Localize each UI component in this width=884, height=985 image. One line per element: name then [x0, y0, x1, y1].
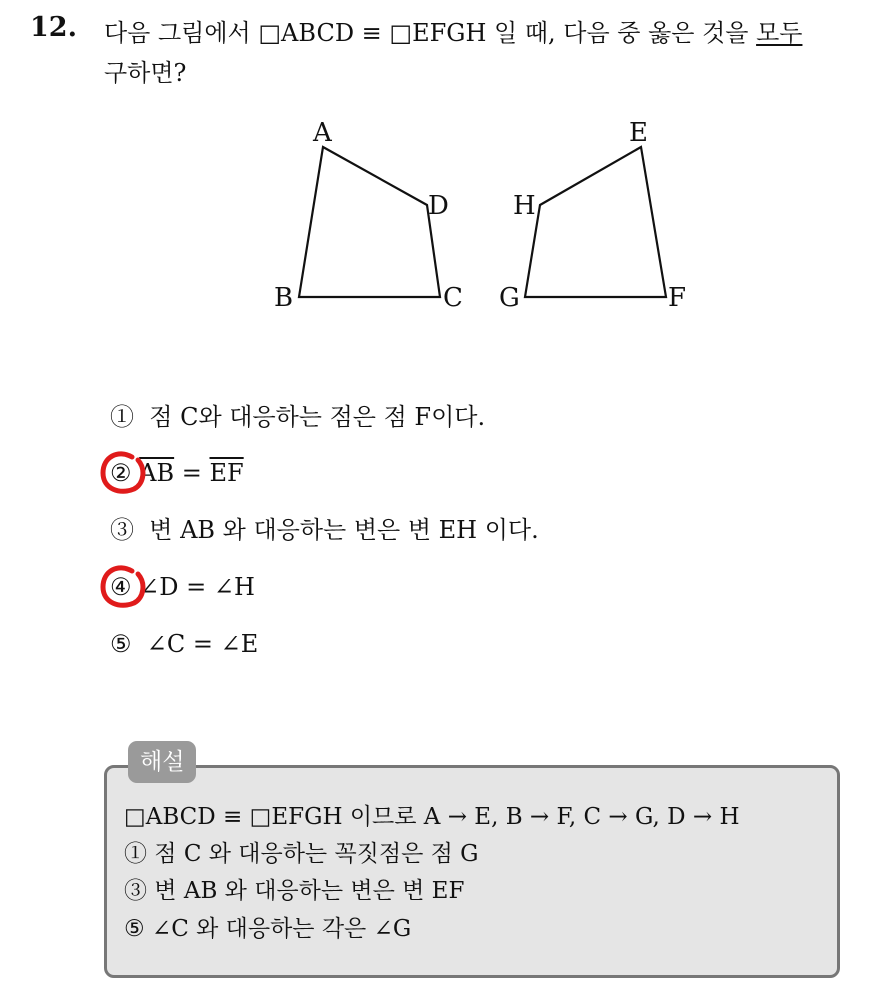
equals-sign: = [174, 459, 210, 487]
solution-line-3: ③ 변 AB 와 대응하는 변은 변 EF [124, 878, 465, 904]
option-number: ④ [110, 573, 132, 601]
correct-answer-circle-icon [98, 563, 150, 611]
segment-ab: $\overline{AB}$ [139, 459, 175, 487]
option-number: ① [110, 403, 134, 431]
vertex-label-b: B [274, 283, 294, 313]
option-number: ③ [110, 516, 134, 544]
option-number: ⑤ [110, 630, 132, 658]
vertex-label-c: C [443, 283, 463, 313]
quadrilateral-efgh [525, 147, 666, 297]
option-text: 점 C와 대응하는 점은 점 F이다. [149, 403, 486, 431]
vertex-label-h: H [513, 191, 536, 221]
option-1 [110, 397, 485, 437]
question-emphasis: 모두 [756, 19, 803, 47]
option-number: ② [110, 459, 132, 487]
option-5 [110, 624, 258, 664]
question-text-line2: 구하면? [104, 59, 187, 87]
vertex-label-f: F [668, 283, 687, 313]
option-text: 변 AB 와 대응하는 변은 변 EH 이다. [149, 516, 539, 544]
question-number: 12. [30, 12, 77, 43]
option-text: ∠D = ∠H [139, 573, 255, 601]
vertex-label-g: G [499, 283, 520, 313]
vertex-label-d: D [428, 191, 449, 221]
correct-answer-circle-icon [98, 449, 150, 497]
quadrilateral-abcd [299, 147, 440, 297]
solution-line-1: □ABCD ≡ □EFGH 이므로 A → E, B → F, C → G, D → H [124, 804, 740, 830]
solution-line-2: ① 점 C 와 대응하는 꼭짓점은 점 G [124, 841, 479, 867]
question-text-main: 다음 그림에서 □ABCD ≡ □EFGH 일 때, 다음 중 옳은 것을 [104, 19, 749, 47]
solution-line-4: ⑤ ∠C 와 대응하는 각은 ∠G [124, 916, 412, 942]
vertex-label-a: A [313, 118, 332, 148]
segment-ef: $\overline{EF}$ [209, 459, 244, 487]
vertex-label-e: E [629, 118, 648, 148]
option-3 [110, 510, 539, 550]
solution-tab: 해설 [128, 741, 196, 783]
option-text: ∠C = ∠E [146, 630, 259, 658]
